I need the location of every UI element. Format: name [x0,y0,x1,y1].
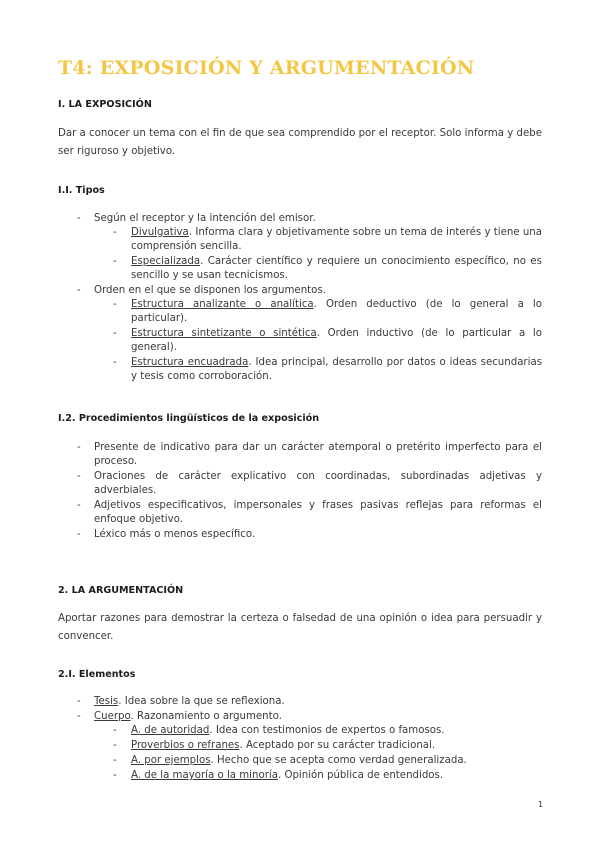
list-item: - Estructura encuadrada. Idea principal, desarrollo por datos o ideas secundarias y tesis como corroboración. [113,356,542,384]
list-item: - A. de la mayoría o la minoría. Opinión pública de entendidos. [113,769,542,783]
exposicion-definition: Dar a conocer un tema con el fin de que sea comprendido por el receptor. Solo informa y debe ser riguroso y objetivo. [58,128,542,157]
term: Tesis [94,696,119,707]
term: Divulgativa [131,227,189,238]
section-heading-exposicion: I. LA EXPOSICIÓN [58,99,152,110]
sublist [113,724,542,783]
list-item: - Oraciones de carácter explicativo con coordinadas, subordinadas adjetivas y adverbiales. [77,470,542,498]
term: A. por ejemplos [131,755,211,766]
list-item: - Especializada. Carácter científico y requiere un conocimiento específico, no es sencillo y se usan tecnicismos. [113,255,542,283]
list-item: - Orden en el que se disponen los argumentos. - Estructura analizante o analítica. Orden deductivo (de lo general a lo particular). - Estructura sintetizante o sintética. Orden inductivo (de lo particular a lo general). - Estructura encuadrada. Idea principal, desarrollo por datos o ideas secundarias y tesis como corroboración. [77,284,542,384]
elementos-list [77,695,542,784]
list-item: - Adjetivos especificativos, impersonales y frases pasivas reflejas para reformas el enfoque objetivo. [77,499,542,527]
list-item: - Según el receptor y la intención del emisor. - Divulgativa. Informa clara y objetivamente sobre un tema de interés y tiene una comprensión sencilla. - Especializada. Carácter científico y requiere un conocimiento específico, no es sencillo y se usan tecnicismos. [77,212,542,283]
sublist [113,226,542,283]
term: A. de la mayoría o la minoría [131,770,278,781]
list-item: - A. por ejemplos. Hecho que se acepta como verdad generalizada. [113,754,542,768]
list-item: - Tesis. Idea sobre la que se reflexiona. [77,695,542,709]
term: Estructura encuadrada [131,357,249,368]
procedimientos-list [77,441,542,543]
term: Especializada [131,256,201,267]
section-heading-argumentacion: 2. LA ARGUMENTACIÓN [58,585,184,596]
list-item: - Divulgativa. Informa clara y objetivamente sobre un tema de interés y tiene una comprensión sencilla. [113,226,542,254]
document-title: T4: EXPOSICIÓN Y ARGUMENTACIÓN [58,57,475,79]
term: Proverbios o refranes [131,740,240,751]
list-item: - Presente de indicativo para dar un carácter atemporal o pretérito imperfecto para el proceso. [77,441,542,469]
sublist [113,298,542,384]
subsection-heading-elementos: 2.I. Elementos [58,669,136,680]
page-number: 1 [538,800,544,809]
list-item: - A. de autoridad. Idea con testimonios de expertos o famosos. [113,724,542,738]
list-item: - Estructura sintetizante o sintética. Orden inductivo (de lo particular a lo general). [113,327,542,355]
term: Estructura sintetizante o sintética [131,328,317,339]
list-item: - Proverbios o refranes. Aceptado por su carácter tradicional. [113,739,542,753]
tipos-list [77,212,542,385]
term: Estructura analizante o analítica [131,299,314,310]
term: A. de autoridad [131,725,210,736]
argumentacion-definition: Aportar razones para demostrar la certeza o falsedad de una opinión o idea para persuadir y convencer. [58,613,542,642]
list-item: - Estructura analizante o analítica. Orden deductivo (de lo general a lo particular). [113,298,542,326]
list-item: - Cuerpo. Razonamiento o argumento. - A. de autoridad. Idea con testimonios de expertos o famosos. - Proverbios o refranes. Aceptado por su carácter tradicional. - A. por ejemplos. Hecho que se acepta como verdad generalizada. - A. de la mayoría o la minoría. Opinión pública de entendidos. [77,710,542,783]
subsection-heading-tipos: I.I. Tipos [58,185,105,196]
subsection-heading-procedimientos: I.2. Procedimientos lingüísticos de la exposición [58,413,320,424]
term: Cuerpo [94,711,131,722]
list-item: - Léxico más o menos específico. [77,528,542,542]
